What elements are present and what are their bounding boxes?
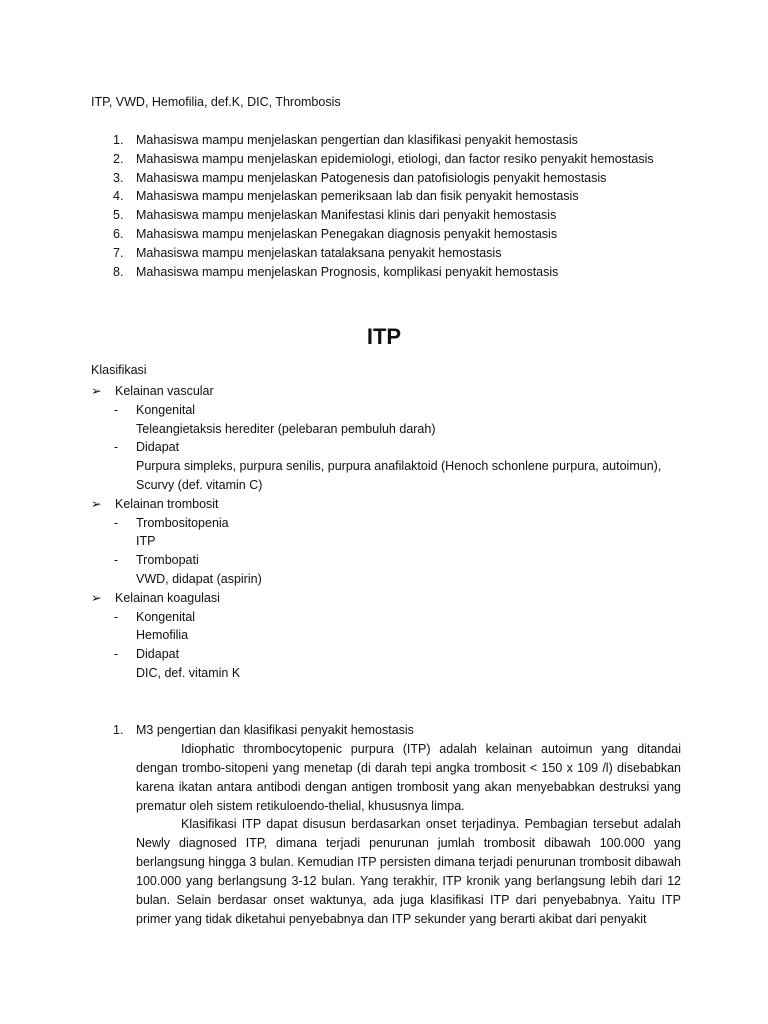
item-text: Mahasiswa mampu menjelaskan pengertian dan klasifikasi penyakit hemostasis: [136, 133, 578, 147]
item-number: 2.: [113, 151, 124, 166]
subitem: - Didapat: [91, 438, 661, 457]
item-number: 6.: [113, 226, 124, 241]
list-item: [91, 225, 654, 244]
item-text: Mahasiswa mampu menjelaskan Patogenesis dan patofisiologis penyakit hemostasis: [136, 170, 607, 185]
subitem-detail: Purpura simpleks, purpura senilis, purpura anafilaktoid (Henoch schonlene purpura, autoimun),: [136, 459, 662, 474]
objectives-list: [91, 131, 654, 281]
item-text: Mahasiswa mampu menjelaskan pemeriksaan lab dan fisik penyakit hemostasis: [136, 189, 579, 204]
klasifikasi-tree: [91, 382, 661, 683]
dash-bullet: -: [114, 402, 119, 417]
section-number: 1.: [113, 723, 124, 737]
item-number: 1.: [113, 133, 124, 147]
subitem-detail: VWD, didapat (aspirin): [136, 571, 262, 586]
subitem: - Trombopati: [91, 551, 661, 570]
list-item: [91, 150, 654, 169]
arrow-bullet-icon: ➢: [91, 590, 102, 605]
subitem: - Didapat: [91, 645, 661, 664]
subitem-detail: ITP: [136, 534, 156, 549]
group-heading: ➢ Kelainan trombosit: [91, 495, 661, 514]
item-text: Mahasiswa mampu menjelaskan Penegakan diagnosis penyakit hemostasis: [136, 226, 558, 241]
subitem: - Trombositopenia: [91, 514, 661, 533]
list-item: [91, 187, 654, 206]
item-number: 3.: [113, 170, 124, 185]
dash-bullet: -: [114, 515, 119, 530]
paragraph: Idiophatic thrombocytopenic purpura (ITP) adalah kelainan autoimun yang ditandai dengan trombo-sitopeni yang menetap (di darah tepi angka trombosit < 150 x 109 /l) disebabkan karena ikatan antara antibodi dengan antigen trombosit yang akan menyebabkan destruksi yang prematur oleh sistem retikuloendo-thelial, khususnya limpa.: [136, 741, 681, 813]
dash-bullet: -: [114, 553, 119, 568]
item-number: 4.: [113, 189, 124, 204]
section-heading: ITP: [366, 324, 402, 349]
group-heading: ➢ Kelainan koagulasi: [91, 589, 661, 608]
item-number: 5.: [113, 208, 124, 223]
item-number: 8.: [113, 264, 124, 279]
arrow-bullet-icon: ➢: [91, 496, 102, 511]
list-item: [91, 169, 654, 188]
list-item: [91, 206, 654, 225]
section-title: 1. M3 pengertian dan klasifikasi penyakit hemostasis: [91, 721, 681, 740]
item-number: 7.: [113, 245, 124, 260]
section-1: [91, 721, 681, 929]
item-text: Mahasiswa mampu menjelaskan epidemiologi, etiologi, dan factor resiko penyakit hemostasis: [136, 151, 654, 166]
subitem-detail: DIC, def. vitamin K: [136, 665, 241, 680]
subject-line: ITP, VWD, Hemofilia, def.K, DIC, Thrombosis: [91, 95, 341, 109]
dash-bullet: -: [114, 440, 119, 455]
subitem-detail: Hemofilia: [136, 628, 189, 643]
group-heading: ➢ Kelainan vascular: [91, 382, 661, 401]
paragraph: Klasifikasi ITP dapat disusun berdasarkan onset terjadinya. Pembagian tersebut adalah Newly diagnosed ITP, dimana terjadi penurunan jumlah trombosit dibawah 100.000 yang berlangsung hingga 3 bulan. Kemudian ITP persisten dimana terjadi penurunan trombosit dibawah 100.000 yang berlangsung 3-12 bulan. Yang terakhir, ITP kronik yang berlangsung lebih dari 12 bulan. Selain berdasar onset waktunya, ada juga klasifikasi ITP dari penyebabnya. Yaitu ITP primer yang tidak diketahui penyebabnya dan ITP sekunder yang berarti akibat dari penyakit: [136, 817, 681, 926]
list-item: [91, 131, 654, 150]
klasifikasi-label: Klasifikasi: [91, 363, 147, 377]
subitem-detail: Teleangietaksis herediter (pelebaran pembuluh darah): [136, 421, 436, 436]
arrow-bullet-icon: ➢: [91, 384, 102, 398]
item-text: Mahasiswa mampu menjelaskan tatalaksana penyakit hemostasis: [136, 245, 502, 260]
list-item: [91, 263, 654, 282]
subitem: - Kongenital: [91, 401, 661, 420]
subitem-detail: Scurvy (def. vitamin C): [136, 477, 263, 492]
dash-bullet: -: [114, 647, 119, 662]
dash-bullet: -: [114, 609, 119, 624]
item-text: Mahasiswa mampu menjelaskan Manifestasi klinis dari penyakit hemostasis: [136, 208, 557, 223]
list-item: [91, 244, 654, 263]
item-text: Mahasiswa mampu menjelaskan Prognosis, komplikasi penyakit hemostasis: [136, 264, 559, 279]
subitem: - Kongenital: [91, 608, 661, 627]
